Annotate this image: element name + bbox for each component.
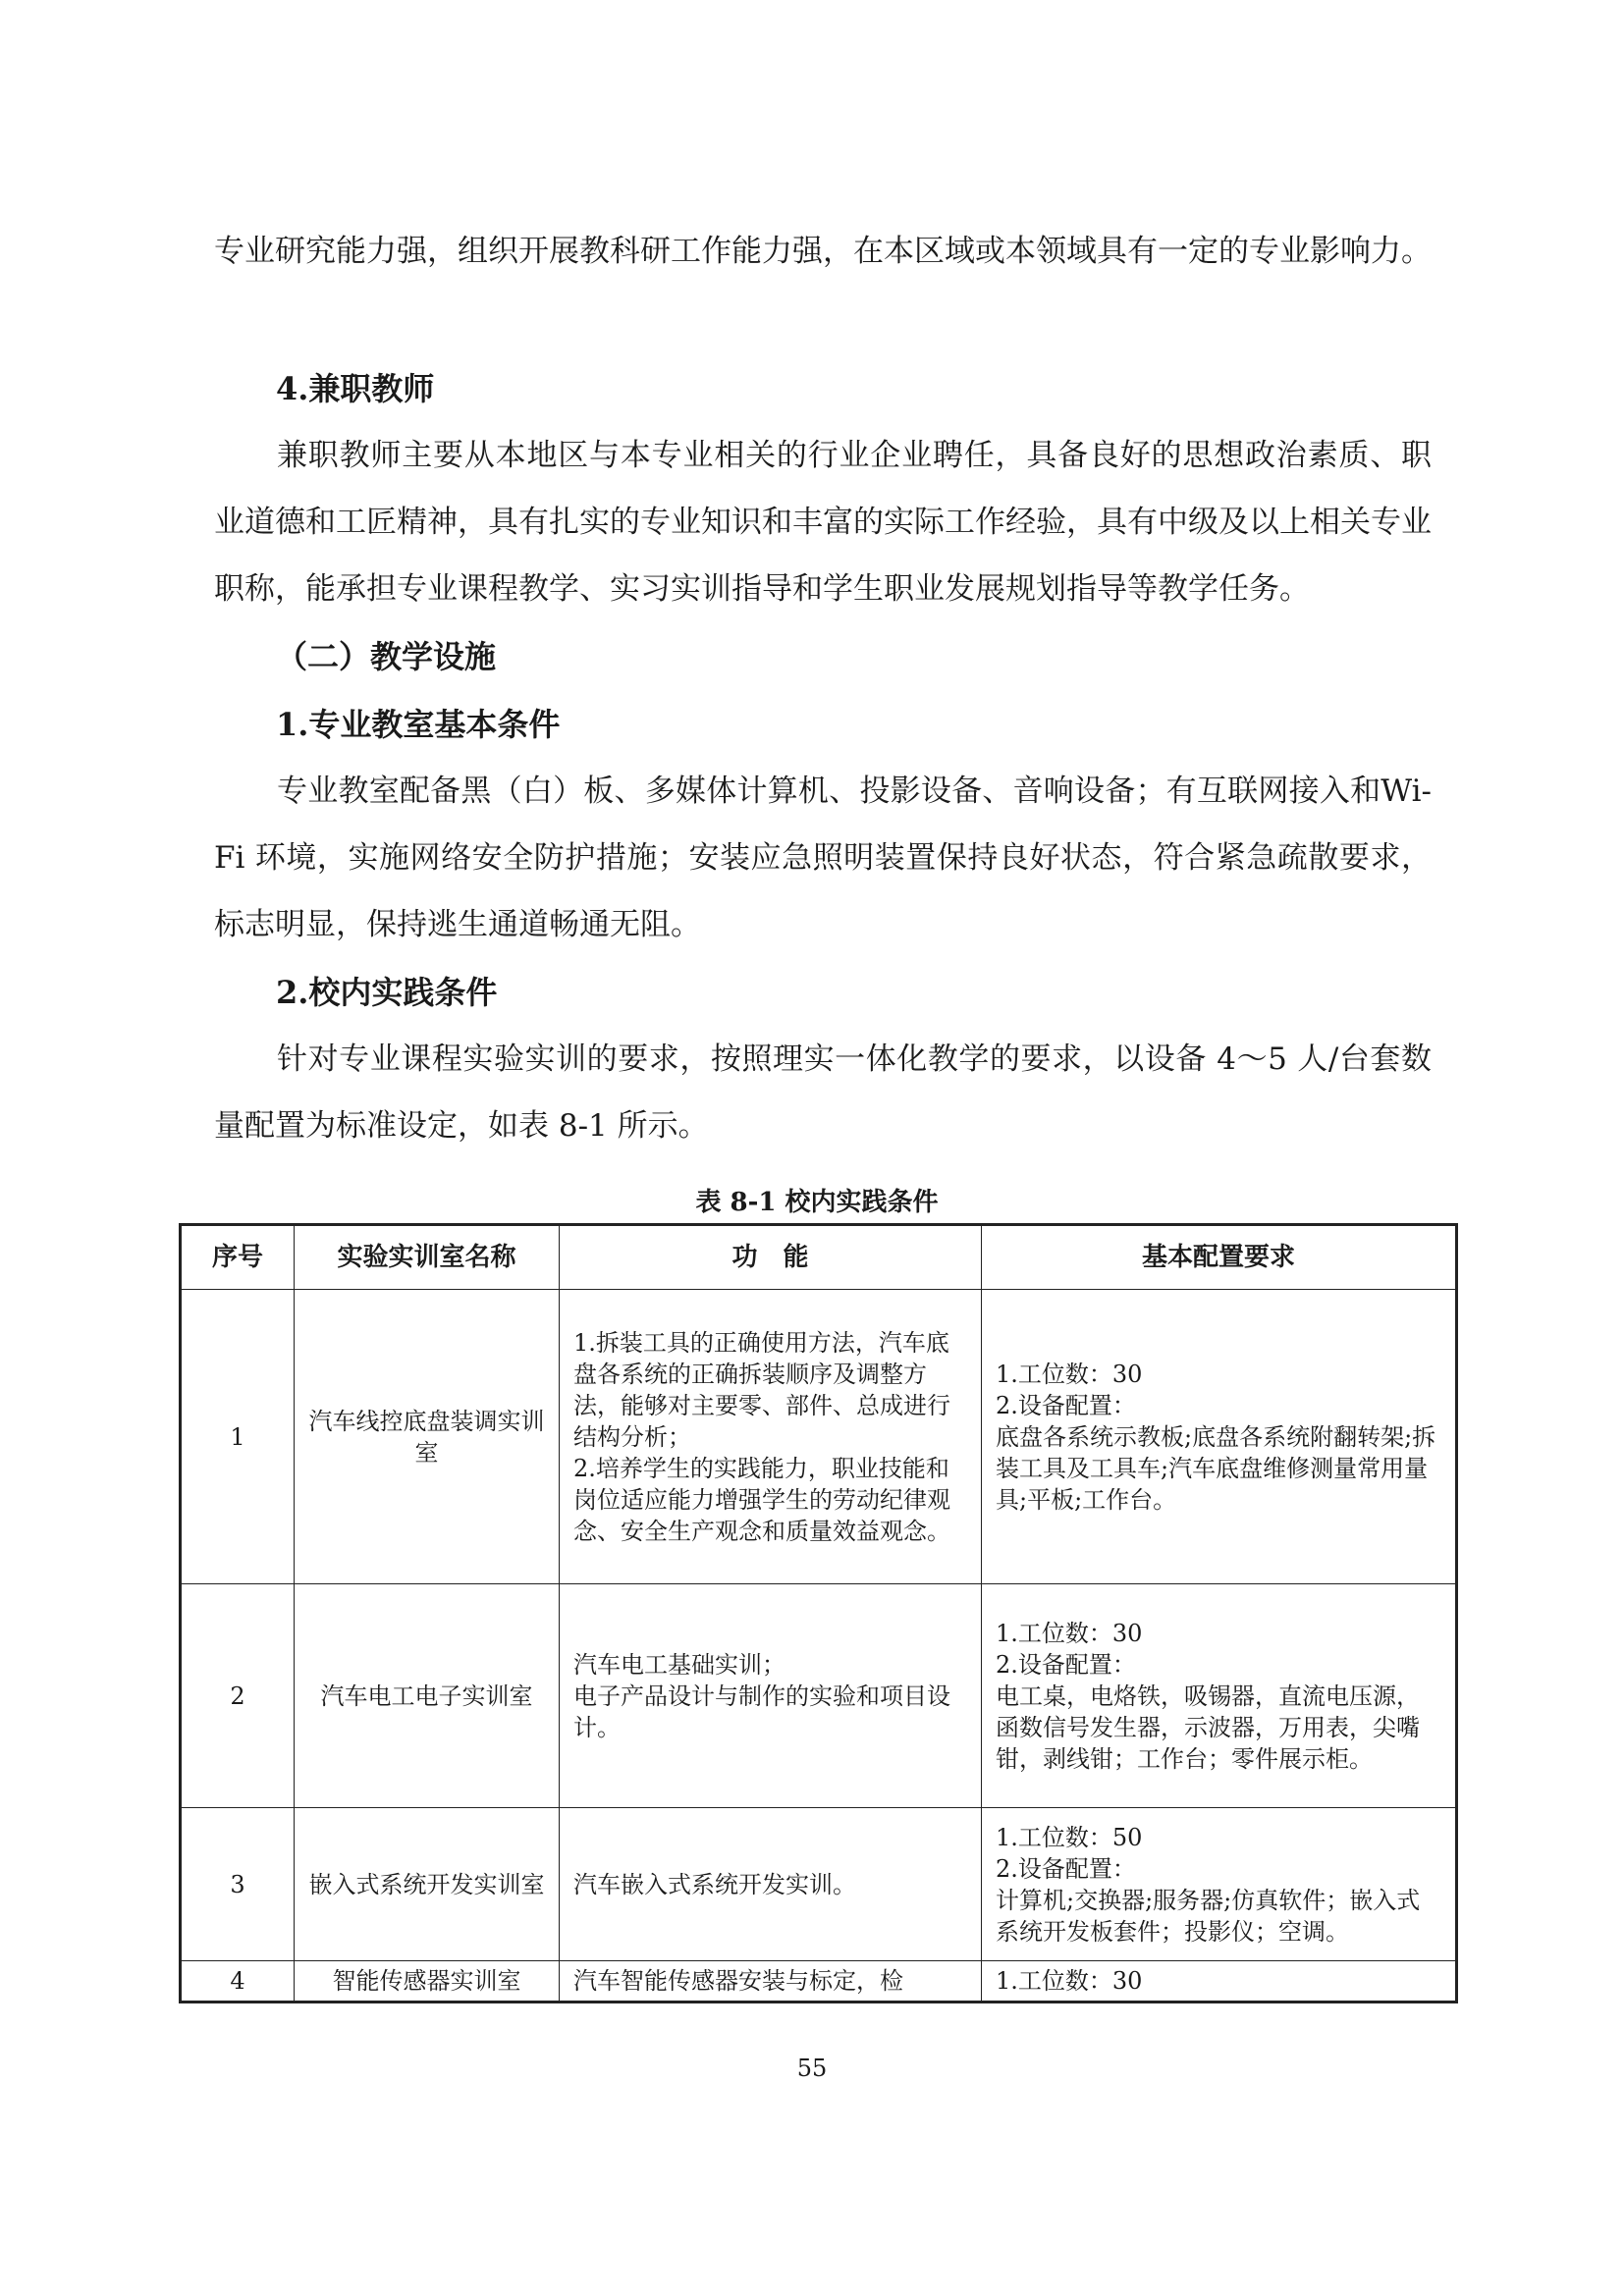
table-row [181, 1290, 1457, 1584]
cell-function: 汽车电工基础实训； 电子产品设计与制作的实验和项目设计。 [560, 1584, 982, 1808]
cell-function: 1.拆装工具的正确使用方法，汽车底盘各系统的正确拆装顺序及调整方法，能够对主要零、部件、总成进行结构分析； 2.培养学生的实践能力，职业技能和岗位适应能力增强学生的劳动纪律观念、安全生产观念和质量效益观念。 [560, 1290, 982, 1584]
cell-config: 1.工位数：30 [982, 1961, 1457, 2002]
cell-function: 汽车嵌入式系统开发实训。 [560, 1808, 982, 1961]
paragraph-practice-conditions: 针对专业课程实验实训的要求，按照理实一体化教学的要求，以设备 4～5 人/台套数量配置为标准设定，如表 8-1 所示。 [214, 1041, 1432, 1144]
cell-function: 汽车智能传感器安装与标定，检 [560, 1961, 982, 2002]
table-row [181, 1961, 1457, 2002]
practice-conditions-table [179, 1223, 1458, 2003]
cell-room-name: 汽车电工电子实训室 [295, 1584, 560, 1808]
paragraph-part-time-teachers: 兼职教师主要从本地区与本专业相关的行业企业聘任，具备良好的思想政治素质、职业道德和工匠精神，具有扎实的专业知识和丰富的实际工作经验，具有中级及以上相关专业职称，能承担专业课程教学、实习实训指导和学生职业发展规划指导等教学任务。 [214, 438, 1432, 607]
paragraph-faculty-ability: 专业研究能力强，组织开展教科研工作能力强，在本区域或本领域具有一定的专业影响力。 [214, 234, 1432, 269]
heading-part-time-teachers: 4.兼职教师 [276, 370, 435, 407]
page-number: 55 [796, 2055, 828, 2082]
cell-config: 1.工位数：50 2.设备配置： 计算机;交换器;服务器;仿真软件；嵌入式系统开发板套件；投影仪；空调。 [982, 1808, 1457, 1961]
paragraph-classroom-conditions: 专业教室配备黑（白）板、多媒体计算机、投影设备、音响设备；有互联网接入和Wi-Fi 环境，实施网络安全防护措施；安装应急照明装置保持良好状态，符合紧急疏散要求，标志明显，保持逃生通道畅通无阻。 [214, 774, 1432, 942]
cell-config: 1.工位数：30 2.设备配置： 电工桌，电烙铁，吸锡器，直流电压源，函数信号发生器，示波器，万用表，尖嘴钳，剥线钳；工作台；零件展示柜。 [982, 1584, 1457, 1808]
heading-classroom-conditions: 1.专业教室基本条件 [276, 706, 561, 743]
cell-config: 1.工位数：30 2.设备配置： 底盘各系统示教板;底盘各系统附翻转架;拆装工具及工具车;汽车底盘维修测量常用量具;平板;工作台。 [982, 1290, 1457, 1584]
heading-teaching-facilities: （二）教学设施 [276, 638, 497, 675]
cell-no: 1 [181, 1290, 295, 1584]
table-header-row [181, 1225, 1457, 1290]
heading-practice-conditions: 2.校内实践条件 [276, 974, 498, 1011]
cell-room-name: 汽车线控底盘装调实训室 [295, 1290, 560, 1584]
header-config: 基本配置要求 [982, 1225, 1457, 1290]
cell-no: 3 [181, 1808, 295, 1961]
header-function: 功 能 [560, 1225, 982, 1290]
cell-room-name: 嵌入式系统开发实训室 [295, 1808, 560, 1961]
cell-room-name: 智能传感器实训室 [295, 1961, 560, 2002]
table-body [181, 1290, 1457, 2002]
header-no: 序号 [181, 1225, 295, 1290]
table-caption: 表 8-1 校内实践条件 [695, 1188, 939, 1217]
table-row [181, 1584, 1457, 1808]
header-room-name: 实验实训室名称 [295, 1225, 560, 1290]
cell-no: 4 [181, 1961, 295, 2002]
table-row [181, 1808, 1457, 1961]
cell-no: 2 [181, 1584, 295, 1808]
